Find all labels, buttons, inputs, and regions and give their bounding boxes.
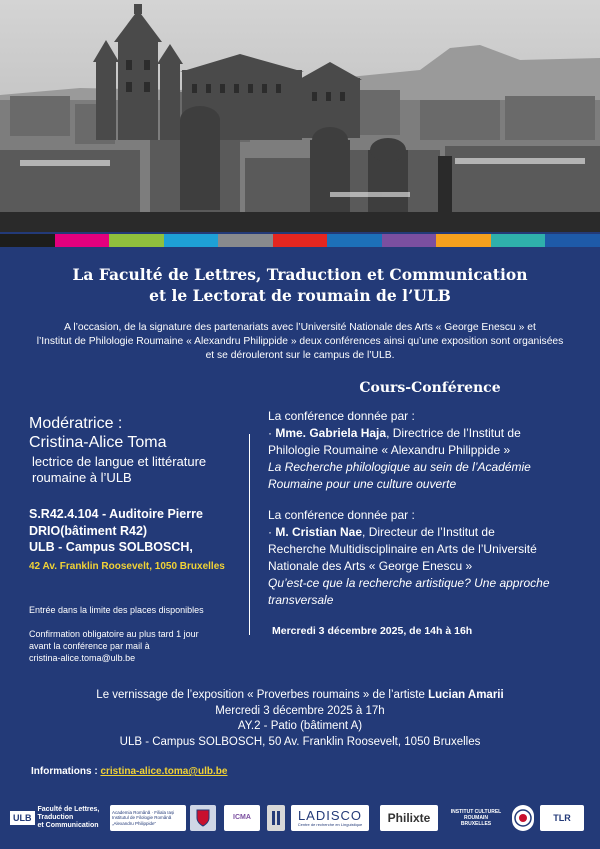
seal-icon [514,809,532,827]
strip-segment [382,234,437,247]
icma-logo [224,805,260,831]
partner-logos [10,775,590,835]
academie-logo-text: Academia Română · Filiala Iași Institutul de Filologie Română „Alexandru Philippide” [112,809,175,826]
vernissage-text: Le vernissage de l’exposition « Proverbes roumains » de l’artiste [96,689,429,701]
shield-icon [196,809,210,827]
moderator-role-1: lectrice de langue et littérature [32,454,207,469]
moderator-column [29,414,254,664]
icr-logo-line-2: ROUMAIN [464,815,488,821]
strip-segment [164,234,219,247]
pillar-icon [271,810,281,826]
conference-2 [268,507,588,609]
faculty-logo-line-1: Faculté de Lettres, [37,806,100,813]
icr-logo-line-3: BRUXELLES [460,821,492,827]
intro-line-3: et se dérouleront sur le campus de l’ULB. [205,350,395,361]
conference-date: Mercredi 3 décembre 2025, de 14h à 16h [272,625,473,637]
color-strip [0,234,600,247]
coat-of-arms-logo [190,805,216,831]
artist-name: Lucian Amarii [428,689,504,701]
speaker-role: , Directeur de l’Institut de [362,525,495,539]
gray-logo [267,805,285,831]
ulb-logo: ULB [10,811,35,825]
moderator-name: Cristina-Alice Toma [29,434,167,451]
icr-logo [446,805,506,831]
academie-logo [110,805,186,831]
title-line-1: La Faculté de Lettres, Traduction et Communication [72,265,528,284]
venue-line-3: ULB - Campus SOLBOSCH, [29,539,193,554]
intro-line-2: l’Institut de Philologie Roumaine « Alexandru Philippide » deux conférences ainsi qu’une exposition sont organisées [36,336,564,347]
strip-segment [109,234,164,247]
vernissage-line-1 [0,688,600,704]
strip-segment [491,234,546,247]
strip-segment [436,234,491,247]
confirm-line-1: Confirmation obligatoire au plus tard 1 jour [29,628,199,639]
moderator-role-2: roumaine à l’ULB [32,470,132,485]
speaker-name: Mme. Gabriela Haja [275,426,387,440]
confirm-line-2: avant la conférence par mail à [29,640,150,651]
title-line-2: et le Lectorat de roumain de l’ULB [149,286,451,305]
info-label: Informations : [31,766,101,777]
conference-heading: Cours-Conférence [359,380,501,396]
conference-2-role-3: Nationale des Arts « George Enescu » [268,559,473,573]
icr-logo-line-1: INSTITUT CULTUREL [450,809,502,815]
strip-segment [218,234,273,247]
philixte-logo-text: Philixte [387,811,431,825]
intro-text [20,321,580,363]
conference-1-role-2: Philologie Roumaine « Alexandru Philippide » [268,443,511,457]
conference-1 [268,408,588,493]
tlr-logo-text: TLR [553,813,571,823]
page-title [0,264,600,306]
faculty-logo-line-2: Traduction [37,814,74,821]
philixte-logo [380,805,438,831]
column-divider [249,434,250,635]
conference-2-intro: La conférence donnée par : [268,508,415,522]
intro-line-1: A l’occasion, de la signature des partenariats avec l’Université Nationale des Arts « George Enescu » et [64,322,536,333]
places-note: Entrée dans la limite des places disponibles [29,604,204,615]
info-email-link[interactable]: cristina-alice.toma@ulb.be [100,766,228,777]
ladisco-logo [291,805,369,831]
vernissage-line-3: AY.2 - Patio (bâtiment A) [237,720,363,732]
strip-segment [0,234,55,247]
conference-2-role-2: Recherche Multidisciplinaire en Arts de l’Université [268,542,537,556]
bullet: · [268,525,276,539]
faculty-logo-text [38,806,100,830]
conference-2-title-1: Qu’est-ce que la recherche artistique? Une approche [268,576,550,590]
strip-segment [55,234,110,247]
ulb-faculty-logo [10,805,106,831]
bullet: · [268,426,276,440]
conference-2-title-2: transversale [268,593,334,607]
icma-logo-text: ICMA [233,814,251,821]
conference-1-title-2: Roumaine pour une culture ouverte [268,477,457,491]
confirm-note [29,628,254,664]
conference-1-title-1: La Recherche philologique au sein de l’Académie [268,460,531,474]
conference-2-speaker [268,524,588,541]
city-photo [0,0,600,232]
conference-1-intro: La conférence donnée par : [268,409,415,423]
tlr-logo [540,805,584,831]
moderator-heading: Modératrice : [29,415,123,432]
speaker-role: , Directrice de l’Institut de [386,426,521,440]
vernissage-line-4: ULB - Campus SOLBOSCH, 50 Av. Franklin Roosevelt, 1050 Bruxelles [119,735,481,748]
seal-logo [512,805,534,831]
venue-line-1: S.R42.4.104 - Auditoire Pierre [29,507,203,521]
vernissage-block [0,688,600,750]
strip-segment [545,234,600,247]
conference-column [268,380,588,637]
header-photo [0,0,600,232]
faculty-logo-line-3: et Communication [37,822,99,829]
vernissage-line-2: Mercredi 3 décembre 2025 à 17h [215,704,385,717]
speaker-name: M. Cristian Nae [275,525,363,539]
strip-segment [327,234,382,247]
ladisco-logo-sub: Centre de recherche en Linguistique [297,822,363,827]
strip-segment [273,234,328,247]
ladisco-logo-text: LADISCO [297,808,363,823]
conference-1-speaker [268,425,588,442]
venue-line-2: DRIO(bâtiment R42) [29,523,148,538]
confirm-email[interactable]: cristina-alice.toma@ulb.be [29,652,136,663]
venue-address: 42 Av. Franklin Roosevelt, 1050 Bruxelles [29,560,225,572]
